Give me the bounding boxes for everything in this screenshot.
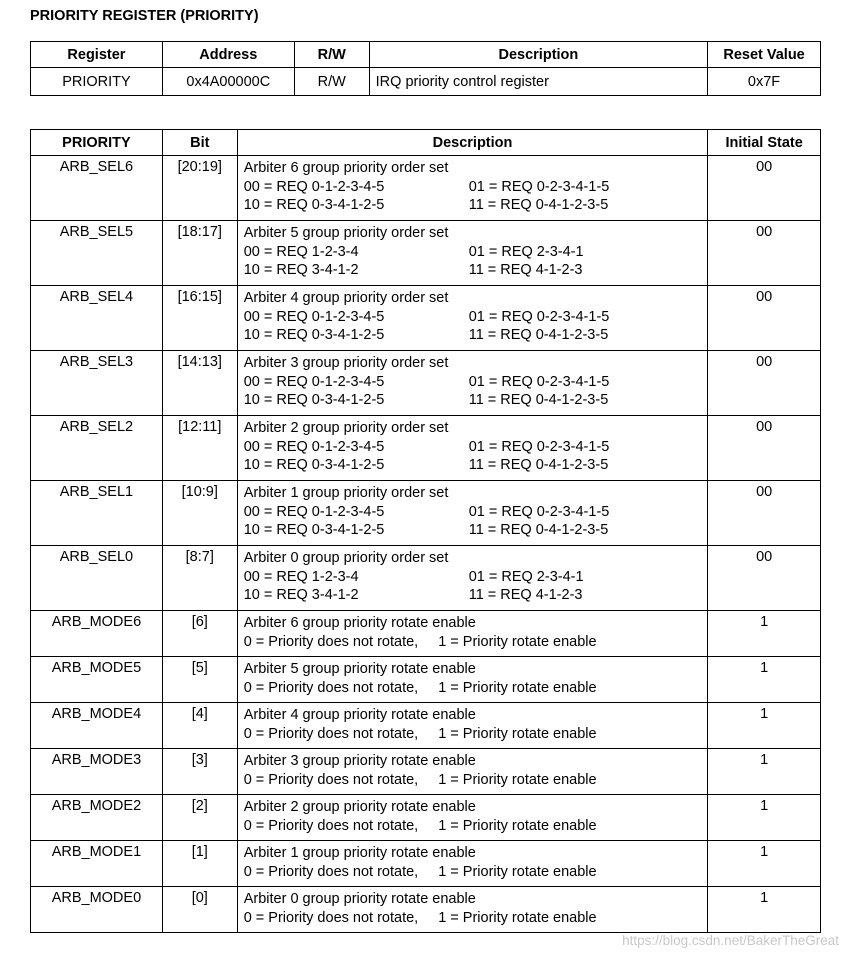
field-initial-state: 1 — [708, 657, 821, 703]
bit-header: Bit — [162, 130, 237, 156]
rw-header: R/W — [294, 42, 369, 68]
field-description-title: Arbiter 3 group priority rotate enable — [243, 753, 476, 769]
field-initial-state: 00 — [708, 416, 821, 481]
field-initial-state: 1 — [708, 795, 821, 841]
field-bit-range: [6] — [162, 611, 237, 657]
field-row — [31, 887, 821, 933]
option-0: 0 = Priority does not rotate, — [243, 863, 419, 880]
field-description — [237, 156, 708, 221]
option-00: 00 = REQ 0-1-2-3-4-5 — [243, 438, 385, 455]
field-header: PRIORITY — [31, 130, 163, 156]
field-row — [31, 611, 821, 657]
field-description-title: Arbiter 4 group priority rotate enable — [243, 707, 476, 723]
option-1: 1 = Priority rotate enable — [438, 909, 597, 926]
register-header: Register — [31, 42, 163, 68]
field-bit-range: [5] — [162, 657, 237, 703]
field-initial-state: 1 — [708, 611, 821, 657]
field-name: ARB_MODE2 — [31, 795, 163, 841]
option-00: 00 = REQ 1-2-3-4 — [243, 243, 359, 260]
field-name: ARB_SEL3 — [31, 351, 163, 416]
field-name: ARB_MODE1 — [31, 841, 163, 887]
field-name: ARB_SEL6 — [31, 156, 163, 221]
field-row — [31, 221, 821, 286]
field-bit-range: [12:11] — [162, 416, 237, 481]
reset-value-header: Reset Value — [708, 42, 821, 68]
option-00: 00 = REQ 0-1-2-3-4-5 — [243, 373, 385, 390]
field-description — [237, 841, 708, 887]
option-1: 1 = Priority rotate enable — [438, 725, 597, 742]
field-initial-state: 00 — [708, 481, 821, 546]
field-bit-range: [10:9] — [162, 481, 237, 546]
field-description — [237, 546, 708, 611]
register-row — [31, 68, 821, 96]
field-description-title: Arbiter 5 group priority rotate enable — [243, 661, 476, 677]
option-0: 0 = Priority does not rotate, — [243, 725, 419, 742]
option-0: 0 = Priority does not rotate, — [243, 771, 419, 788]
option-11: 11 = REQ 0-4-1-2-3-5 — [468, 522, 609, 538]
option-1: 1 = Priority rotate enable — [438, 863, 597, 880]
field-initial-state: 00 — [708, 221, 821, 286]
field-description-header: Description — [237, 130, 708, 156]
page-title: PRIORITY REGISTER (PRIORITY) — [30, 8, 259, 24]
field-name: ARB_SEL1 — [31, 481, 163, 546]
field-initial-state: 1 — [708, 749, 821, 795]
field-initial-state: 00 — [708, 286, 821, 351]
option-11: 11 = REQ 0-4-1-2-3-5 — [468, 197, 609, 213]
field-description-title: Arbiter 6 group priority rotate enable — [243, 615, 476, 631]
option-1: 1 = Priority rotate enable — [438, 679, 597, 696]
option-10: 10 = REQ 0-3-4-1-2-5 — [243, 327, 385, 343]
field-initial-state: 00 — [708, 156, 821, 221]
option-10: 10 = REQ 0-3-4-1-2-5 — [243, 392, 385, 408]
field-bit-range: [0] — [162, 887, 237, 933]
field-name: ARB_MODE0 — [31, 887, 163, 933]
register-reset-value: 0x7F — [708, 68, 821, 96]
option-10: 10 = REQ 3-4-1-2 — [243, 262, 359, 278]
option-10: 10 = REQ 0-3-4-1-2-5 — [243, 522, 385, 538]
field-description-title: Arbiter 2 group priority rotate enable — [243, 799, 476, 815]
field-description — [237, 481, 708, 546]
option-11: 11 = REQ 4-1-2-3 — [468, 262, 583, 278]
option-01: 01 = REQ 0-2-3-4-1-5 — [468, 438, 610, 455]
field-bit-range: [4] — [162, 703, 237, 749]
register-summary-table — [30, 41, 821, 96]
register-address: 0x4A00000C — [162, 68, 294, 96]
register-description: IRQ priority control register — [369, 68, 707, 96]
field-bit-range: [3] — [162, 749, 237, 795]
option-1: 1 = Priority rotate enable — [438, 633, 597, 650]
field-row — [31, 416, 821, 481]
option-00: 00 = REQ 0-1-2-3-4-5 — [243, 503, 385, 520]
field-name: ARB_SEL5 — [31, 221, 163, 286]
field-name: ARB_SEL4 — [31, 286, 163, 351]
option-01: 01 = REQ 2-3-4-1 — [468, 243, 584, 260]
watermark: https://blog.csdn.net/BakerTheGreat — [622, 933, 839, 948]
field-row — [31, 657, 821, 703]
register-rw: R/W — [294, 68, 369, 96]
field-description-title: Arbiter 0 group priority rotate enable — [243, 891, 476, 907]
field-row — [31, 286, 821, 351]
option-0: 0 = Priority does not rotate, — [243, 633, 419, 650]
field-name: ARB_MODE6 — [31, 611, 163, 657]
field-description-title: Arbiter 4 group priority order set — [243, 290, 449, 306]
field-bit-range: [18:17] — [162, 221, 237, 286]
field-row — [31, 351, 821, 416]
field-description — [237, 351, 708, 416]
option-11: 11 = REQ 0-4-1-2-3-5 — [468, 392, 609, 408]
option-1: 1 = Priority rotate enable — [438, 817, 597, 834]
option-11: 11 = REQ 0-4-1-2-3-5 — [468, 327, 609, 343]
bit-table-header-row — [31, 130, 821, 156]
option-01: 01 = REQ 0-2-3-4-1-5 — [468, 178, 610, 195]
option-0: 0 = Priority does not rotate, — [243, 817, 419, 834]
field-row — [31, 156, 821, 221]
field-bit-range: [8:7] — [162, 546, 237, 611]
option-01: 01 = REQ 0-2-3-4-1-5 — [468, 308, 610, 325]
field-description-title: Arbiter 1 group priority order set — [243, 485, 449, 501]
field-bit-range: [2] — [162, 795, 237, 841]
initial-state-header: Initial State — [708, 130, 821, 156]
field-description — [237, 416, 708, 481]
field-name: ARB_MODE5 — [31, 657, 163, 703]
field-name: ARB_MODE3 — [31, 749, 163, 795]
option-01: 01 = REQ 0-2-3-4-1-5 — [468, 373, 610, 390]
field-description-title: Arbiter 3 group priority order set — [243, 355, 449, 371]
field-description — [237, 749, 708, 795]
option-01: 01 = REQ 2-3-4-1 — [468, 568, 584, 585]
field-row — [31, 481, 821, 546]
option-1: 1 = Priority rotate enable — [438, 771, 597, 788]
option-10: 10 = REQ 0-3-4-1-2-5 — [243, 457, 385, 473]
field-bit-range: [16:15] — [162, 286, 237, 351]
field-row — [31, 749, 821, 795]
field-description — [237, 611, 708, 657]
register-name: PRIORITY — [31, 68, 163, 96]
field-name: ARB_SEL0 — [31, 546, 163, 611]
field-bit-range: [20:19] — [162, 156, 237, 221]
field-description-title: Arbiter 6 group priority order set — [243, 160, 449, 176]
field-initial-state: 00 — [708, 351, 821, 416]
address-header: Address — [162, 42, 294, 68]
field-initial-state: 1 — [708, 887, 821, 933]
field-description — [237, 887, 708, 933]
option-0: 0 = Priority does not rotate, — [243, 679, 419, 696]
option-00: 00 = REQ 0-1-2-3-4-5 — [243, 178, 385, 195]
bit-field-table — [30, 129, 821, 933]
option-00: 00 = REQ 0-1-2-3-4-5 — [243, 308, 385, 325]
field-description — [237, 703, 708, 749]
field-description-title: Arbiter 5 group priority order set — [243, 225, 449, 241]
field-row — [31, 841, 821, 887]
field-initial-state: 1 — [708, 841, 821, 887]
register-header-row — [31, 42, 821, 68]
description-header: Description — [369, 42, 707, 68]
field-initial-state: 1 — [708, 703, 821, 749]
field-row — [31, 795, 821, 841]
field-bit-range: [1] — [162, 841, 237, 887]
option-11: 11 = REQ 4-1-2-3 — [468, 587, 583, 603]
field-bit-range: [14:13] — [162, 351, 237, 416]
field-description — [237, 795, 708, 841]
field-initial-state: 00 — [708, 546, 821, 611]
option-11: 11 = REQ 0-4-1-2-3-5 — [468, 457, 609, 473]
field-row — [31, 703, 821, 749]
option-01: 01 = REQ 0-2-3-4-1-5 — [468, 503, 610, 520]
field-description — [237, 657, 708, 703]
option-10: 10 = REQ 3-4-1-2 — [243, 587, 359, 603]
option-00: 00 = REQ 1-2-3-4 — [243, 568, 359, 585]
field-name: ARB_SEL2 — [31, 416, 163, 481]
field-row — [31, 546, 821, 611]
field-description — [237, 221, 708, 286]
field-description — [237, 286, 708, 351]
field-description-title: Arbiter 0 group priority order set — [243, 550, 449, 566]
field-name: ARB_MODE4 — [31, 703, 163, 749]
option-10: 10 = REQ 0-3-4-1-2-5 — [243, 197, 385, 213]
option-0: 0 = Priority does not rotate, — [243, 909, 419, 926]
field-description-title: Arbiter 2 group priority order set — [243, 420, 449, 436]
field-description-title: Arbiter 1 group priority rotate enable — [243, 845, 476, 861]
